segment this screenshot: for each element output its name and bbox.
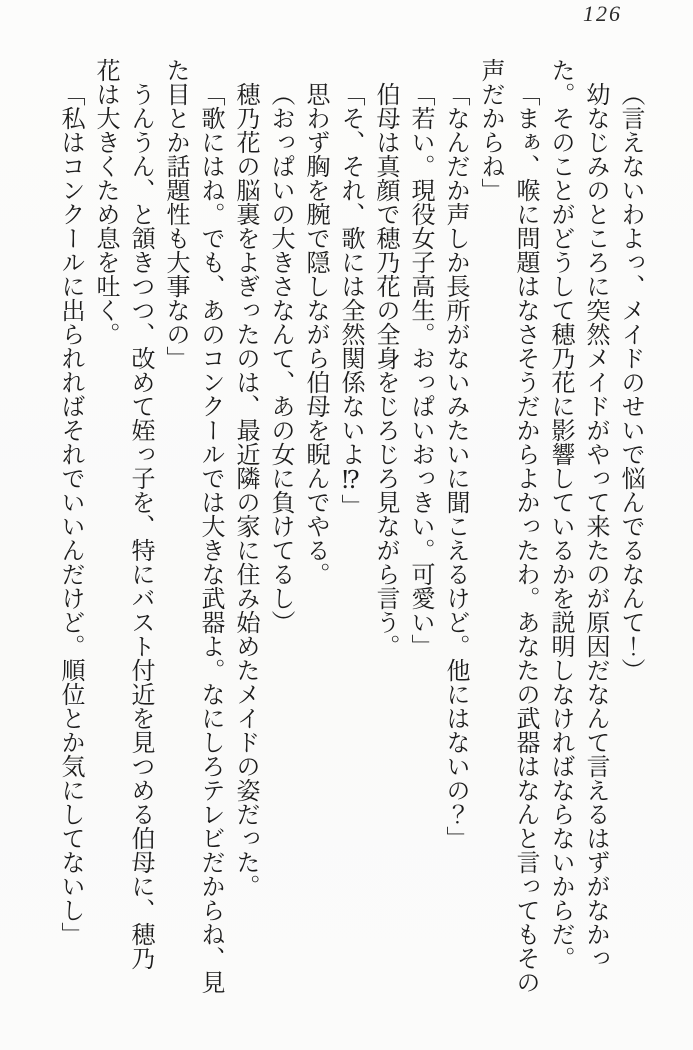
text-line: 思わず胸を腕で隠しながら伯母を睨んでやる。 <box>302 82 328 586</box>
vertical-text-block <box>47 58 647 1006</box>
text-line: 声だからね」 <box>477 58 503 202</box>
text-line: 「そ、それ、歌には全然関係ないよ⁉」 <box>337 82 363 518</box>
text-line: た目とか話題性も大事なの」 <box>162 58 188 370</box>
text-line: 「私はコンクールに出られればそれでいいんだけど。順位とか気にしてないし」 <box>57 82 83 946</box>
text-line: 花は大きくため息を吐く。 <box>92 58 118 346</box>
text-line: 「歌にはね。でも、あのコンクールでは大きな武器よ。なにしろテレビだからね、見 <box>197 82 223 994</box>
text-line: た。そのことがどうして穂乃花に影響しているかを説明しなければならないからだ。 <box>547 58 573 970</box>
text-line: （言えないわよっ、メイドのせいで悩んでるなんて！） <box>617 82 643 682</box>
text-line: 「なんだか声しか長所がないみたいに聞こえるけど。他にはないの？」 <box>442 82 468 850</box>
text-line: （おっぱいの大きさなんて、あの女に負けてるし） <box>267 82 293 634</box>
text-line: 伯母は真顔で穂乃花の全身をじろじろ見ながら言う。 <box>372 82 398 658</box>
text-line: 幼なじみのところに突然メイドがやって来たのが原因だなんて言えるはずがなかっ <box>582 82 608 970</box>
page-number: 126 <box>583 1 622 26</box>
text-line: 穂乃花の脳裏をよぎったのは、最近隣の家に住み始めたメイドの姿だった。 <box>232 82 258 898</box>
text-line: 「まぁ、喉に問題はなさそうだからよかったわ。あなたの武器はなんと言ってもその <box>512 82 538 994</box>
text-line: 「若い。現役女子高生。おっぱいおっきい。可愛い」 <box>407 82 433 658</box>
text-line: うんうん、と頷きつつ、改めて姪っ子を、特にバスト付近を見つめる伯母に、穂乃 <box>127 82 153 970</box>
